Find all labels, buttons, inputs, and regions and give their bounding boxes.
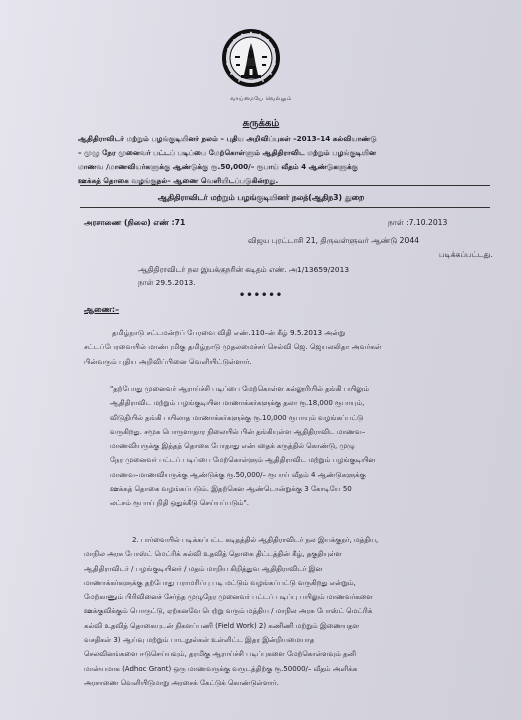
paragraph-line: கல்வி உதவித் தொகையுடன் நிகளப்பணி (Field Work) 2) கணிணி மற்றும் இணையதள — [84, 621, 360, 630]
tamil-calendar-date: விஜய புரட்டாசி 21, திருவள்ளுவர் ஆண்டு 2044 — [248, 236, 419, 245]
subject-abstract — [78, 132, 478, 188]
reference-date: நாள் 29.5.2013. — [138, 278, 196, 287]
paragraph-line: மாணாக்கர்களுக்கு தற்போது பராமரிப்பு படி மட்டும் வழங்கப்பட்டு வருகிறது என்றும், — [84, 578, 356, 587]
quote-line: "தற்போது முனைவர் ஆராய்ச்சி படிப்பை மேற்கொள்ள கல்லூரியில் தங்கி பயிலும் — [110, 385, 370, 393]
paragraph-line: மாநில அரசு போஸ்ட் மெட்ரிக் கல்வி உதவித் தொகை திட்டத்தின் கீழ், தகுதியுள்ள — [84, 550, 342, 559]
paragraph-line: அரசாணை வெளியிடுமாறு அரசைக் கேட்டுக் கொண்டுள்ளார். — [84, 678, 279, 687]
subject-line: ஊக்கத் தொகை வழங்குதல்– ஆணை வெளியிடப்படுகின்றது. — [78, 176, 279, 185]
tamil-nadu-emblem-icon — [222, 28, 280, 98]
paragraph-line: மான்யமாக (Adhoc Grant) ஒரு மாணவருக்கு வருடத்திற்கு ரூ.50000/– வீதம் அளிக்க — [84, 664, 358, 673]
read-label: படிக்கப்பட்டது. — [439, 250, 493, 259]
divider-top — [80, 185, 490, 186]
reference-letter: ஆதிதிராவிடர் நல இயக்குநரின் கடிதம் எண். அ1/13659/2013 — [138, 265, 350, 274]
paragraph-line: வசதிகள் 3) ஆய்வு மற்றும் பாடநூல்கள் உள்ளிட்ட இதர இன்றியமையாத — [84, 636, 315, 645]
subject-line: மாணவ /மாணவியர்களுக்கு ஆண்டுக்கு ரூ.50,000/– ரூபாய் வீதம் 4 ஆண்டுகளுக்கு — [78, 162, 359, 171]
quote-line: மாணவ–மாணவியருக்கு ஆண்டுக்கு ரூ.50,000/– ரூபாய் வீதம் 4 ஆண்டுகளுக்கு — [110, 470, 366, 479]
paragraph-line: ஊக்குவிக்கும் பொருட்டு, ஏற்கனவே பெற்று வரும் மத்திய / மாநில அரசு போஸ்ட் மெட்ரிக் — [84, 607, 373, 616]
paragraph-line: செலவினங்களை ஈடுசெய்யவும், தரமிகு ஆராய்ச்சி படிப்புகளை மேற்கொள்ளவும் தனி — [84, 650, 357, 659]
quote-line: மாணவியருக்கு இத்தத் தொகை போதாது என்பதைக் கருத்தில் கொண்டு, முழு — [110, 442, 355, 451]
paragraph-line: பின்வரும் புதிய அறிவிப்பினை வெளியிட்டுள்ளார். — [84, 356, 252, 366]
separator-stars: •••••• — [238, 290, 284, 301]
quote-line: வருகிறது. சமூக பொருளாதார நிலையில் பின் தங்கியுள்ள ஆதிதிராவிட மாணவ– — [110, 427, 366, 436]
paragraph-line: மேற்காணும் பிரிவினைச் சேர்ந்த முழுநேர முனைவர் பட்டப் படிப்பு பயிலும் மாணவர்களை — [84, 593, 373, 602]
order-date: நாள் :7.10.2013 — [388, 218, 448, 227]
subject-line: – முழு நேர முனைவர் பட்டப் படிப்பை மேற்கொள்ளும் ஆதிதிராவிட மற்றும் பழங்குடியின — [78, 148, 377, 157]
department-title: ஆதிதிராவிடர் மற்றும் பழங்குடியினர் நலத்(ஆதிந3) துறை — [157, 193, 365, 202]
quote-line: விடுதியில் தங்கி பயிலாத மாணாக்கர்களுக்கு ரூ.10,000 ரூபாயும் வழங்கப்பட்டு — [110, 413, 364, 422]
divider-bottom — [80, 207, 490, 208]
document-heading: சுருக்கம் — [242, 118, 280, 129]
emblem-motto: வாய்மையே வெல்லும் — [230, 96, 292, 102]
paragraph-1 — [84, 326, 486, 369]
paragraph-line: தமிழ்நாடு சட்டமன்றப் பேரவை விதி எண்.110–ன் கீழ் 9.5.2013 அன்று — [112, 328, 346, 337]
quote-line: நேர முனைவர் பட்டப் படிப்பை மேற்கொள்ளும் ஆதிதிராவிட மற்றும் பழங்குடியின — [110, 456, 376, 465]
paragraph-line: சட்டப்பேரவையில் மாண்புமிகு தமிழ்நாடு முதலமைச்சர் செல்வி ஜெ. ஜெயலலிதா அவர்கள் — [84, 342, 382, 352]
order-heading: ஆணை:– — [84, 305, 120, 314]
subject-line: ஆதிதிராவிடர் மற்றும் பழங்குடியினர் நலம் – புதிய அறிவிப்புகள் –2013–14 கல்வியாண்டு — [78, 134, 377, 143]
paragraph-line: ஆதிதிராவிடர் / பழங்குடியினர் / மதம் மாறிய கிறித்துவ ஆதிதிராவிடர் இன — [84, 564, 323, 573]
announcement-quote — [110, 382, 486, 511]
quote-line: ஊக்கத் தொகை வழங்கப்படும். இதற்கென ஆண்டொன்றுக்கு 3 கோடியே 50 — [110, 485, 352, 494]
paragraph-2 — [84, 533, 486, 690]
paragraph-line: 2. பார்வையில் படிக்கப்பட்ட கடிதத்தில் ஆதிதிராவிடர் நல இயக்குநர், மத்திய, — [132, 536, 379, 544]
quote-line: ஆதிதிராவிட மற்றும் பழங்குடியின மாணாக்கர்களுக்கு தலா ரூ.18,000 ரூபாயும், — [110, 399, 365, 408]
government-order-number: அரசாணை (நிலை) எண் :71 — [84, 218, 186, 227]
quote-line: லட்சம் ரூபாய் நிதி ஒதுக்கீடு செய்யப்படும்". — [110, 499, 249, 508]
